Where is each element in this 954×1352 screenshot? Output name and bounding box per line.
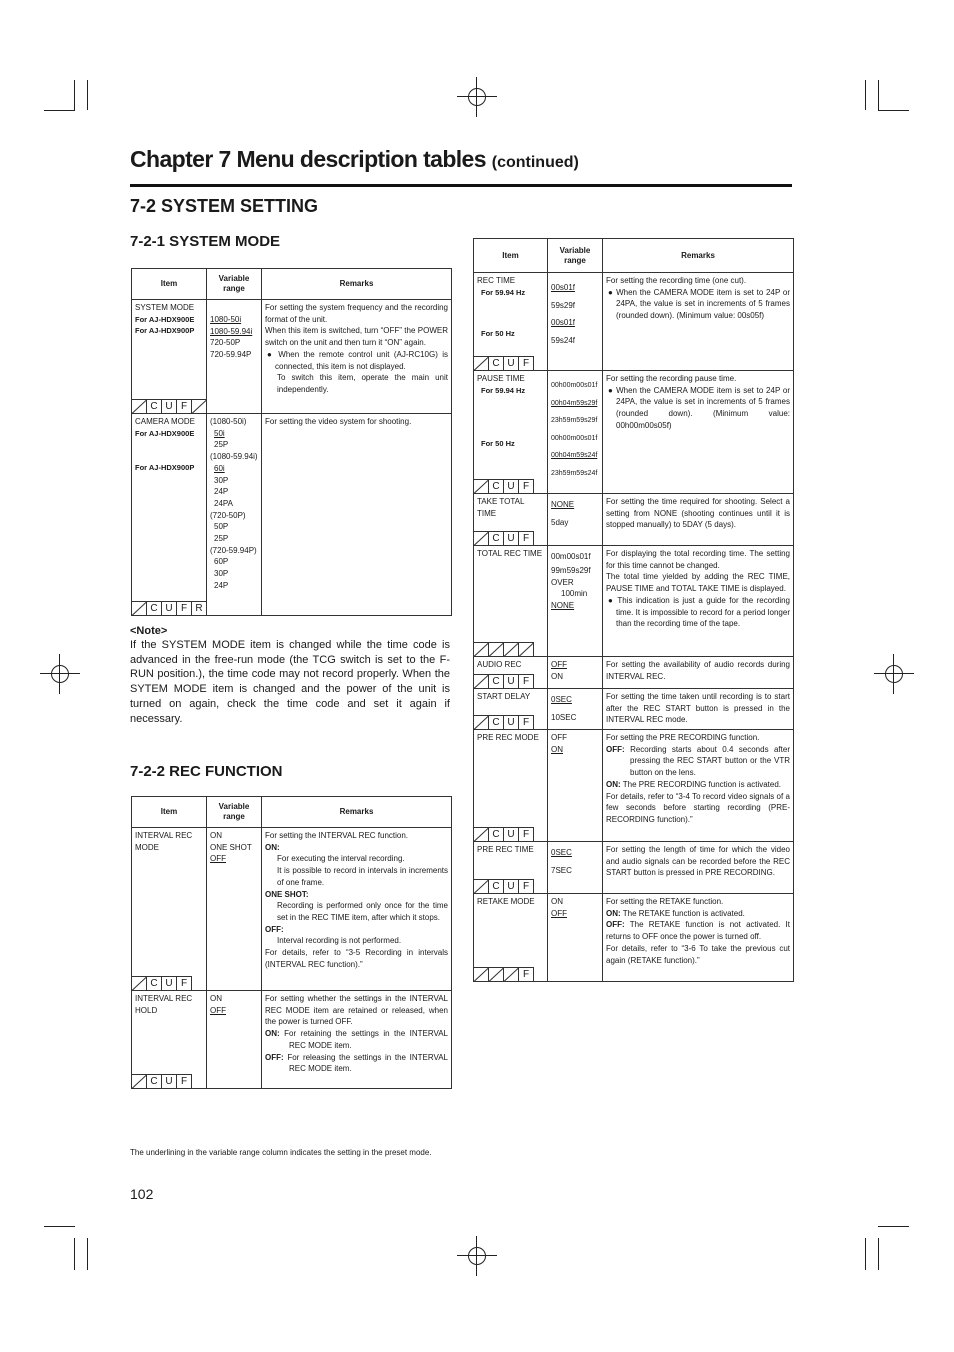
var-value: NONE xyxy=(551,601,575,611)
table-row xyxy=(132,828,452,991)
rec-function-table xyxy=(131,796,452,1089)
item-name: PAUSE TIME xyxy=(477,374,525,383)
var-value: OFF xyxy=(551,908,567,918)
remark: For releasing the settings in the INTERVAL REC MODE item. xyxy=(287,1052,448,1074)
table-row xyxy=(132,991,452,1089)
table-row xyxy=(474,494,794,546)
crop-mark xyxy=(878,1238,879,1270)
crop-mark xyxy=(865,80,866,110)
flag-boxes: C U F xyxy=(132,399,207,413)
item-name: HOLD xyxy=(135,1005,158,1015)
remark-label: ON: xyxy=(606,908,621,918)
var-value: 23h59m59s24f xyxy=(551,469,598,477)
item-cell xyxy=(474,494,548,546)
remark: ● When the CAMERA MODE item is set to 24P or 24PA, the value is set in increments of 5 frames (rounded down). (Minimum value: 00s05f) xyxy=(608,287,790,321)
var-value: 5day xyxy=(551,517,569,527)
rec-settings-table xyxy=(473,238,794,982)
item-name: REC TIME xyxy=(477,276,516,285)
section-title: 7-2 SYSTEM SETTING xyxy=(130,196,319,216)
registration-mark xyxy=(457,77,497,117)
col-item: Item xyxy=(132,269,207,300)
registration-mark xyxy=(40,654,80,694)
col-item: Item xyxy=(132,797,207,828)
var-value: 1080-50i xyxy=(210,315,242,324)
remarks-cell xyxy=(603,494,794,546)
remark-label: OFF: xyxy=(606,920,625,930)
var-value: ON xyxy=(551,671,563,681)
variable-cell xyxy=(207,300,262,414)
var-value: ON xyxy=(551,897,563,906)
remark: Recording is performed only once for the time set in the REC TIME item, after which it stops. xyxy=(277,901,448,922)
chapter-title: Chapter 7 Menu description tables (continued) xyxy=(130,146,579,172)
item-name: CAMERA MODE xyxy=(135,417,196,426)
remarks-cell xyxy=(262,991,452,1089)
var-value: 720-50P xyxy=(210,338,241,348)
var-value: 00h00m00s01f xyxy=(551,382,598,389)
item-name: SYSTEM MODE xyxy=(135,303,195,312)
var-value: 100min xyxy=(561,589,588,599)
flag-boxes: C U F xyxy=(132,976,192,990)
var-value: NONE xyxy=(551,500,575,509)
var-value: 60i xyxy=(214,463,225,473)
variable-cell xyxy=(548,894,603,982)
var-value: OVER xyxy=(551,577,574,587)
remark-label: OFF: xyxy=(265,924,284,934)
var-value: (1080-59.94i) xyxy=(210,452,258,462)
variable-cell xyxy=(548,371,603,494)
remarks-cell xyxy=(603,546,794,657)
remark: To switch this item, operate the main unit independently. xyxy=(277,373,448,394)
remark: For setting the length of time for which the video and audio signals can be recorded before the REC START button is pressed in PRE RECORDING. xyxy=(606,845,790,878)
remark-label: ON: xyxy=(265,1029,280,1039)
item-name: START DELAY xyxy=(477,692,531,701)
remark: For setting the system frequency and the recording format of the unit. xyxy=(265,303,448,324)
table-row xyxy=(132,414,452,616)
var-value: 23h59m59s29f xyxy=(551,417,598,424)
flag-boxes xyxy=(474,642,534,656)
remarks-cell xyxy=(603,730,794,842)
item-sub: For AJ-HDX900P xyxy=(135,326,195,336)
note-heading: <Note> xyxy=(130,625,168,637)
var-value: 24P xyxy=(214,580,229,590)
var-value: 99m59s29f xyxy=(551,566,591,575)
remark: For setting the time taken until recording is to start after the REC START button is pressed in the INTERVAL REC mode. xyxy=(606,692,790,725)
item-sub: For 50 Hz xyxy=(481,329,515,339)
var-value: 00h00m00s01f xyxy=(551,434,598,442)
var-value: (720-59.94P) xyxy=(210,545,257,555)
col-item: Item xyxy=(474,239,548,273)
var-value: 00m00s01f xyxy=(551,552,591,561)
variable-cell xyxy=(548,689,603,730)
remark: The total time yielded by adding the REC TIME, PAUSE TIME and TOTAL TAKE TIME is displayed. xyxy=(606,572,790,594)
table-row xyxy=(474,894,794,982)
variable-cell xyxy=(207,414,262,616)
remark: For setting the availability of audio records during INTERVAL REC. xyxy=(606,660,790,681)
var-value: 00h04m59s29f xyxy=(551,399,598,407)
item-sub: For 59.94 Hz xyxy=(481,287,526,297)
rec-function-title: 7-2-2 REC FUNCTION xyxy=(130,763,283,780)
remark: The RETAKE function is activated. xyxy=(622,908,745,918)
table-row xyxy=(132,300,452,414)
underline-footnote: The underlining in the variable range column indicates the setting in the preset mode. xyxy=(130,1148,432,1157)
var-value: 25P xyxy=(214,534,229,544)
variable-cell xyxy=(548,730,603,842)
variable-cell xyxy=(548,842,603,894)
system-mode-title: 7-2-1 SYSTEM MODE xyxy=(130,233,281,250)
flag-boxes: C U F R xyxy=(132,601,207,615)
var-value: ONE SHOT xyxy=(210,842,252,852)
var-value: 24P xyxy=(214,487,229,497)
remark-label: OFF: xyxy=(606,744,625,754)
remark: For setting the video system for shooting. xyxy=(265,417,412,426)
remark: For setting the recording time (one cut). xyxy=(606,276,747,285)
col-remarks: Remarks xyxy=(603,239,794,273)
variable-cell xyxy=(548,494,603,546)
remark: For executing the interval recording. xyxy=(277,854,405,864)
col-variable: Variable range xyxy=(207,269,262,300)
variable-cell xyxy=(207,828,262,991)
note-body: If the SYSTEM MODE item is changed while the time code is advanced in the free-run mode (the TCG switch is set to the F-RUN position.), the time code may not record properly. When the SYTEM MODE item is changed and the power of the unit is turned on again, check the time code and set it again if necessary. xyxy=(130,639,450,725)
table-row xyxy=(474,657,794,689)
item-name: TOTAL REC TIME xyxy=(477,549,543,558)
item-cell xyxy=(132,414,207,616)
var-value: 50P xyxy=(214,522,229,532)
item-sub: For 59.94 Hz xyxy=(481,385,526,395)
col-remarks: Remarks xyxy=(262,269,452,300)
var-value: 0SEC xyxy=(551,695,572,704)
page-number: 102 xyxy=(130,1186,154,1202)
var-value: 50i xyxy=(214,428,225,438)
item-name: PRE REC MODE xyxy=(477,733,539,742)
remark: For details, refer to “3-6 To take the previous cut again (RETAKE function).” xyxy=(606,943,790,965)
registration-mark xyxy=(457,1236,497,1276)
var-value: 59s29f xyxy=(551,300,576,310)
col-variable: Variable range xyxy=(207,797,262,828)
remark-label: ON: xyxy=(606,779,621,789)
var-value: OFF xyxy=(551,660,567,669)
remark: For setting the time required for shooting. Select a setting from NONE (shooting continues until it is stopped manually) to 5DAY (5 days). xyxy=(606,497,790,530)
remark: For displaying the total recording time. The setting for this time cannot be changed. xyxy=(606,549,790,570)
remark: ● When the remote control unit (AJ-RC10G) is connected, this item is not displayed. xyxy=(267,349,448,371)
item-cell xyxy=(474,371,548,494)
item-cell xyxy=(474,689,548,730)
crop-mark xyxy=(44,110,75,111)
item-cell xyxy=(474,842,548,894)
remark-label: OFF: xyxy=(265,1052,284,1062)
var-value: 10SEC xyxy=(551,712,577,722)
remarks-cell xyxy=(603,894,794,982)
flag-boxes: C U F xyxy=(474,827,534,841)
var-value: ON xyxy=(551,744,563,754)
var-value: 00s01f xyxy=(551,318,576,327)
crop-mark xyxy=(878,1226,909,1227)
item-name: MODE xyxy=(135,842,159,852)
remark-label: ONE SHOT: xyxy=(265,889,309,899)
crop-mark xyxy=(878,110,909,111)
crop-mark xyxy=(87,1238,88,1270)
var-value: 30P xyxy=(214,475,229,485)
item-name: TAKE TOTAL TIME xyxy=(477,497,525,518)
var-value: 60P xyxy=(214,557,229,567)
flag-boxes: C U F xyxy=(474,674,534,688)
item-cell xyxy=(474,546,548,657)
registration-mark xyxy=(874,654,914,694)
var-value: OFF xyxy=(551,733,567,742)
var-value: 7SEC xyxy=(551,865,572,875)
remarks-cell xyxy=(603,657,794,689)
flag-boxes: C U F xyxy=(474,879,534,893)
remark: For setting the recording pause time. xyxy=(606,374,737,383)
col-variable: Variable range xyxy=(548,239,603,273)
table-row xyxy=(474,842,794,894)
remarks-cell xyxy=(603,273,794,371)
item-name: INTERVAL REC xyxy=(135,831,193,840)
flag-boxes: C U F xyxy=(474,531,534,545)
chapter-continued: (continued) xyxy=(491,154,579,171)
remarks-cell xyxy=(262,300,452,414)
table-row xyxy=(474,273,794,371)
remarks-cell xyxy=(262,414,452,616)
var-value: (1080-50i) xyxy=(210,417,247,426)
var-value: 24PA xyxy=(214,498,233,508)
item-cell xyxy=(474,730,548,842)
item-cell xyxy=(132,828,207,991)
crop-mark xyxy=(865,1238,866,1270)
variable-cell xyxy=(548,657,603,689)
remark: For details, refer to “3-4 To record video signals of a few seconds before starting recording (PRE-RECORDING function).” xyxy=(606,791,790,824)
system-mode-table xyxy=(131,268,452,616)
var-value: 720-59.94P xyxy=(210,350,252,360)
remark-label: ON: xyxy=(265,842,280,852)
flag-boxes: C U F xyxy=(132,1074,192,1088)
remark: It is possible to record in intervals in increments of one frame. xyxy=(277,866,448,887)
remark: For setting the RETAKE function. xyxy=(606,897,724,906)
crop-mark xyxy=(74,80,75,110)
remark: For setting whether the settings in the INTERVAL REC MODE item are retained or released, when the power is turned OFF. xyxy=(265,994,448,1027)
item-cell xyxy=(474,657,548,689)
table-row xyxy=(474,546,794,657)
var-value: 25P xyxy=(214,440,229,450)
crop-mark xyxy=(878,80,879,110)
var-value: 00h04m59s24f xyxy=(551,452,598,459)
item-sub: For AJ-HDX900E xyxy=(135,428,195,438)
item-name: RETAKE MODE xyxy=(477,897,535,906)
remark: For details, refer to “3-5 Recording in intervals (INTERVAL REC function).” xyxy=(265,948,448,969)
item-cell xyxy=(474,273,548,371)
var-value: 00s01f xyxy=(551,283,576,292)
item-name: PRE REC TIME xyxy=(477,845,534,854)
remark: When this item is switched, turn “OFF” the POWER switch on the unit and then turn it “ON” again. xyxy=(265,326,448,348)
item-cell xyxy=(132,300,207,414)
remark: Interval recording is not performed. xyxy=(277,936,402,946)
var-value: 30P xyxy=(214,569,229,579)
flag-boxes: C U F xyxy=(474,356,534,370)
remarks-cell xyxy=(603,689,794,730)
remark: Recording starts about 0.4 seconds after pressing the REC START button or the VTR button on the lens. xyxy=(630,744,790,778)
var-value: 59s24f xyxy=(551,335,576,345)
flag-boxes: C U F xyxy=(474,715,534,729)
item-sub: For AJ-HDX900E xyxy=(135,314,195,324)
var-value: OFF xyxy=(210,1005,226,1015)
remark: For retaining the settings in the INTERVAL REC MODE item. xyxy=(284,1029,448,1050)
flag-boxes: C U F xyxy=(474,479,534,493)
variable-cell xyxy=(207,991,262,1089)
var-value: OFF xyxy=(210,854,226,864)
table-row xyxy=(474,689,794,730)
remark: The RETAKE function is not activated. It returns to OFF once the power is turned off. xyxy=(606,920,790,942)
chapter-rule xyxy=(130,184,792,187)
variable-cell xyxy=(548,546,603,657)
var-value: ON xyxy=(210,994,222,1003)
table-row xyxy=(474,371,794,494)
remarks-cell xyxy=(262,828,452,991)
item-name: INTERVAL REC xyxy=(135,994,193,1003)
var-value: ON xyxy=(210,831,222,840)
remark: ● When the CAMERA MODE item is set to 24P or 24PA, the value is set in increments of 5 frames (rounded down). (Minimum value: 00h00m00s05f) xyxy=(608,385,790,430)
var-value: 1080-59.94i xyxy=(210,326,253,336)
var-value: (720-50P) xyxy=(210,510,246,520)
remark: For setting the PRE RECORDING function. xyxy=(606,733,760,742)
item-name: AUDIO REC xyxy=(477,660,522,669)
item-cell xyxy=(132,991,207,1089)
remarks-cell xyxy=(603,842,794,894)
col-remarks: Remarks xyxy=(262,797,452,828)
crop-mark xyxy=(44,1226,75,1227)
table-row xyxy=(474,730,794,842)
remarks-cell xyxy=(603,371,794,494)
remark: ● This indication is just a guide for the recording time. It is impossible to record for a period longer than the recording time of the tape. xyxy=(608,595,790,629)
remark: The PRE RECORDING function is activated. xyxy=(622,779,782,789)
variable-cell xyxy=(548,273,603,371)
remark: For setting the INTERVAL REC function. xyxy=(265,831,409,840)
item-cell xyxy=(474,894,548,982)
item-sub: For AJ-HDX900P xyxy=(135,463,195,473)
flag-boxes: F xyxy=(474,967,534,981)
var-value: 0SEC xyxy=(551,848,572,857)
item-sub: For 50 Hz xyxy=(481,439,515,449)
crop-mark xyxy=(74,1238,75,1270)
crop-mark xyxy=(87,80,88,110)
